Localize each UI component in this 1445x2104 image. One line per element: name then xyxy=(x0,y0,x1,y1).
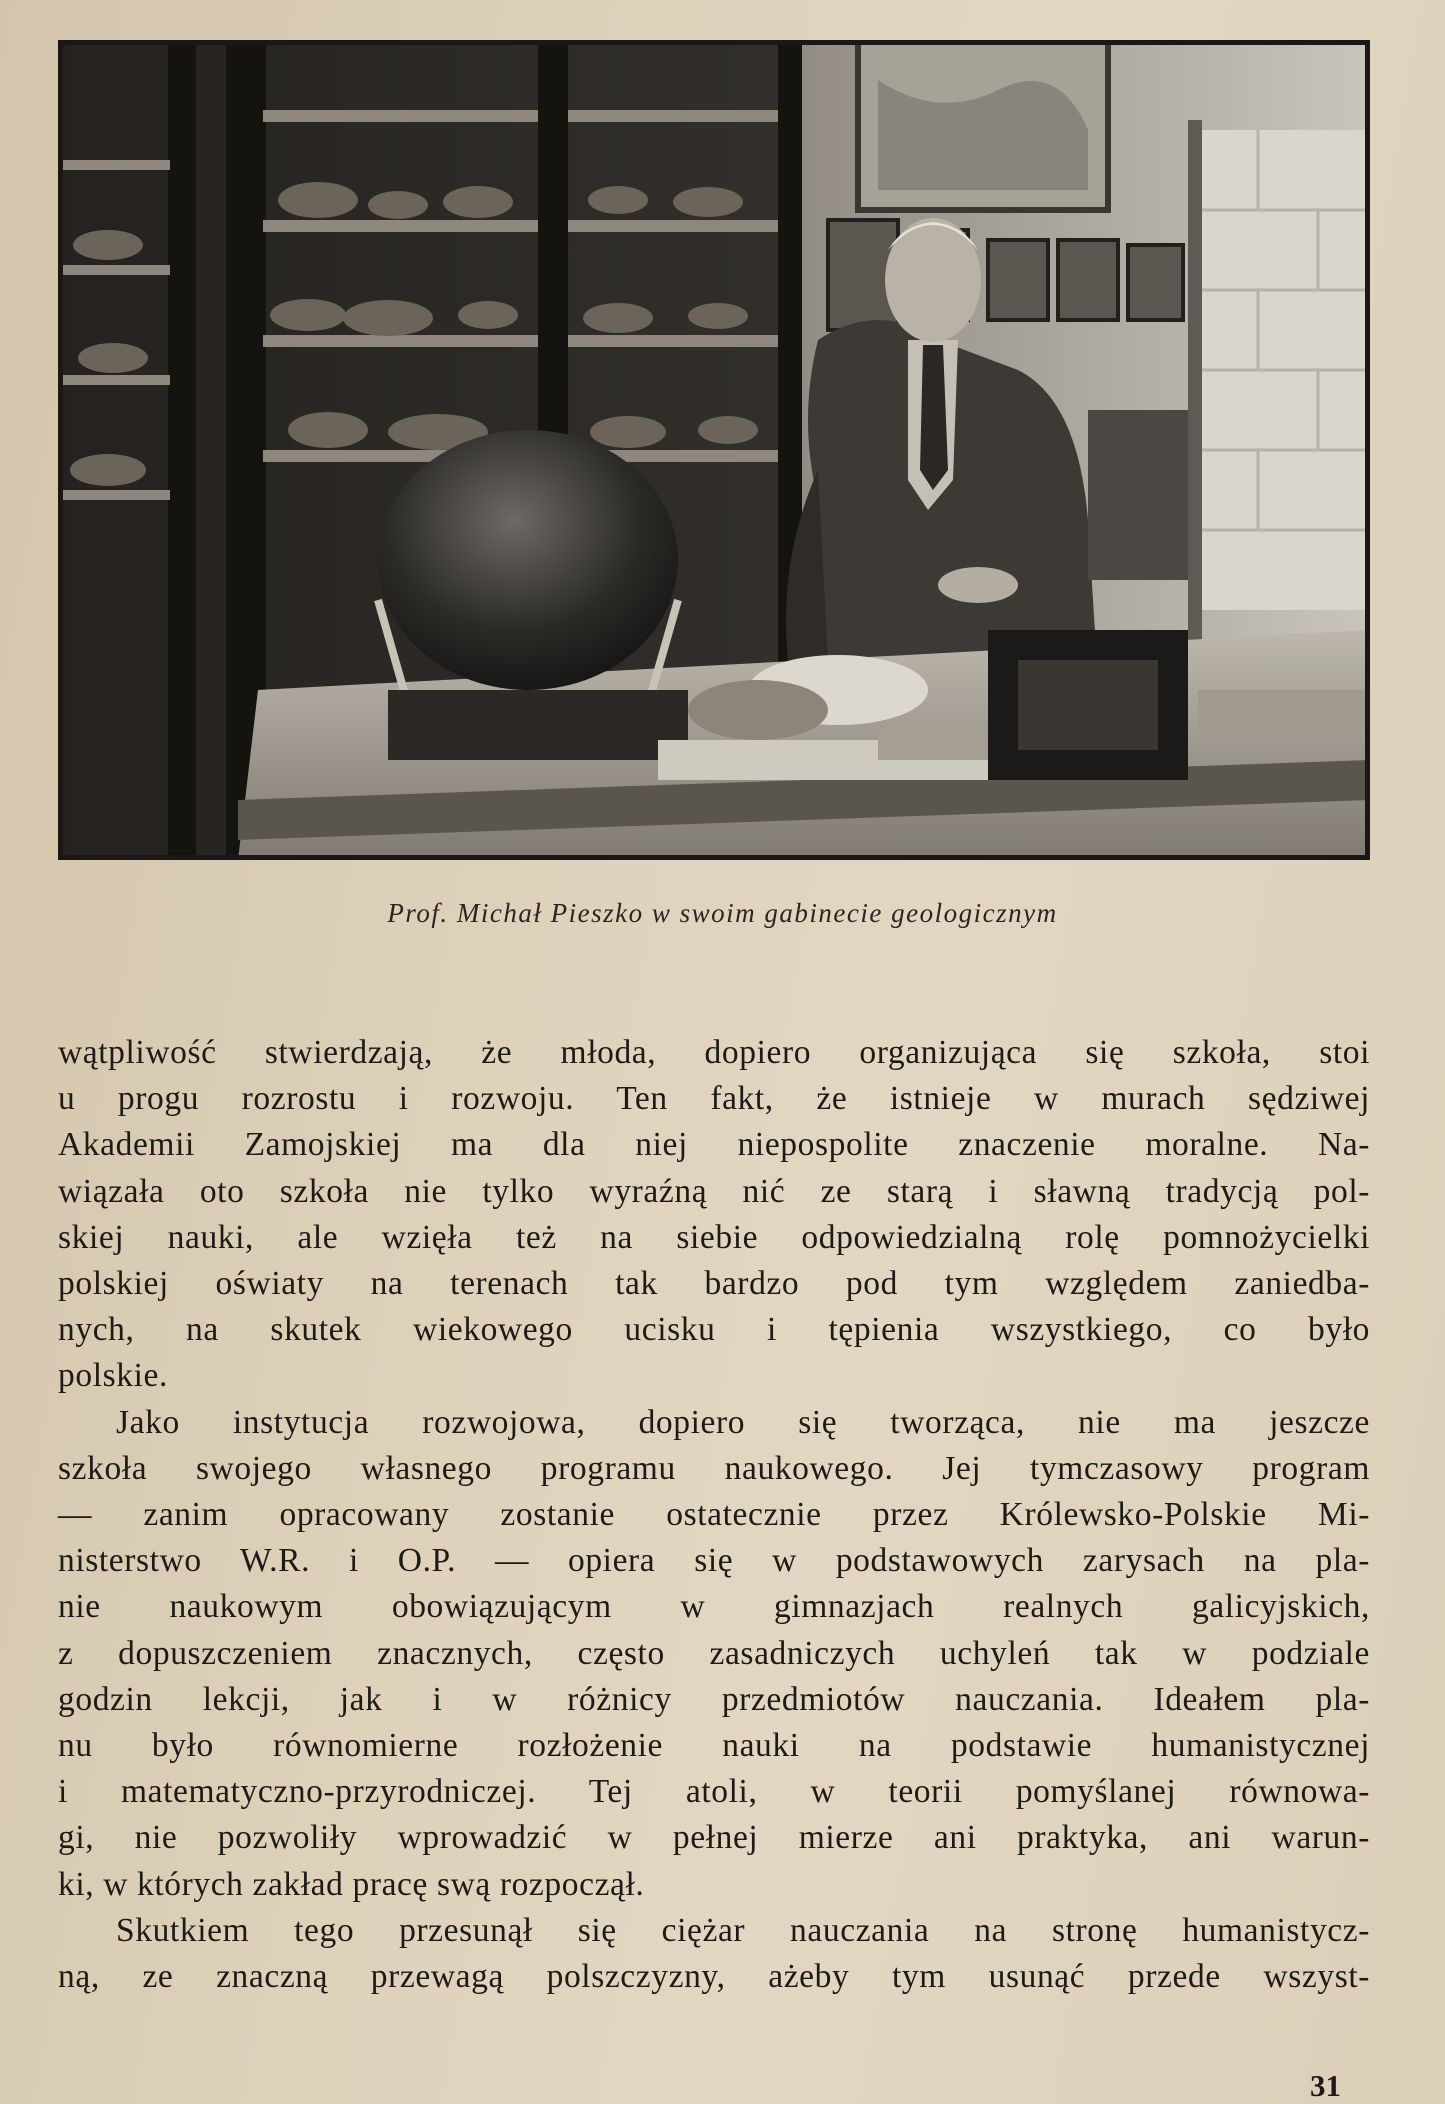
text-line: nie naukowym obowiązującym w gimnazjach realnych galicyjskich, xyxy=(58,1588,1370,1626)
text-line: wiązała oto szkoła nie tylko wyraźną nić ze starą i sławną tradycją pol- xyxy=(58,1172,1370,1210)
text-line: nu było równomierne rozłożenie nauki na podstawie humanistycznej xyxy=(58,1727,1370,1765)
text-line: ną, ze znaczną przewagą polszczyzny, ażeby tym usunąć przede wszyst- xyxy=(58,1958,1370,1996)
paragraph-1 xyxy=(58,1030,1370,1400)
body-text xyxy=(58,1030,1370,2000)
paragraph-2 xyxy=(58,1400,1370,1908)
text-line: gi, nie pozwoliły wprowadzić w pełnej mierze ani praktyka, ani warun- xyxy=(58,1819,1370,1857)
text-line: Jako instytucja rozwojowa, dopiero się tworząca, nie ma jeszcze xyxy=(116,1403,1370,1441)
photo-caption: Prof. Michał Pieszko w swoim gabinecie geologicznym xyxy=(387,898,1058,928)
text-line: nych, na skutek wiekowego ucisku i tępienia wszystkiego, co było xyxy=(58,1311,1370,1349)
paragraph-3 xyxy=(58,1908,1370,2000)
text-line: wątpliwość stwierdzają, że młoda, dopiero organizująca się szkoła, stoi xyxy=(58,1034,1370,1071)
photo-illustration xyxy=(58,40,1370,860)
text-line: — zanim opracowany zostanie ostatecznie przez Królewsko-Polskie Mi- xyxy=(58,1496,1370,1534)
text-line: Skutkiem tego przesunął się ciężar nauczania na stronę humanistycz- xyxy=(116,1911,1370,1949)
text-line: Akademii Zamojskiej ma dla niej niepospolite znaczenie moralne. Na- xyxy=(58,1126,1370,1164)
text-line: nisterstwo W.R. i O.P. — opiera się w podstawowych zarysach na pla- xyxy=(58,1542,1370,1580)
text-line: ki, w których zakład pracę swą rozpoczął. xyxy=(58,1865,645,1903)
text-line: godzin lekcji, jak i w różnicy przedmiotów nauczania. Ideałem pla- xyxy=(58,1680,1370,1718)
text-line: skiej nauki, ale wzięła też na siebie odpowiedzialną rolę pomnożycielki xyxy=(58,1218,1370,1256)
photograph-professor-in-geology-office xyxy=(58,40,1370,860)
text-line: z dopuszczeniem znacznych, często zasadniczych uchyleń tak w podziale xyxy=(58,1634,1370,1672)
page-number: 31 xyxy=(1310,2068,1341,2103)
text-line: polskie. xyxy=(58,1357,168,1395)
text-line: i matematyczno-przyrodniczej. Tej atoli, w teorii pomyślanej równowa- xyxy=(58,1773,1370,1811)
text-line: polskiej oświaty na terenach tak bardzo pod tym względem zaniedba- xyxy=(58,1265,1370,1303)
text-line: szkoła swojego własnego programu naukowego. Jej tymczasowy program xyxy=(58,1449,1370,1487)
text-line: u progu rozrostu i rozwoju. Ten fakt, że istnieje w murach sędziwej xyxy=(58,1080,1370,1118)
